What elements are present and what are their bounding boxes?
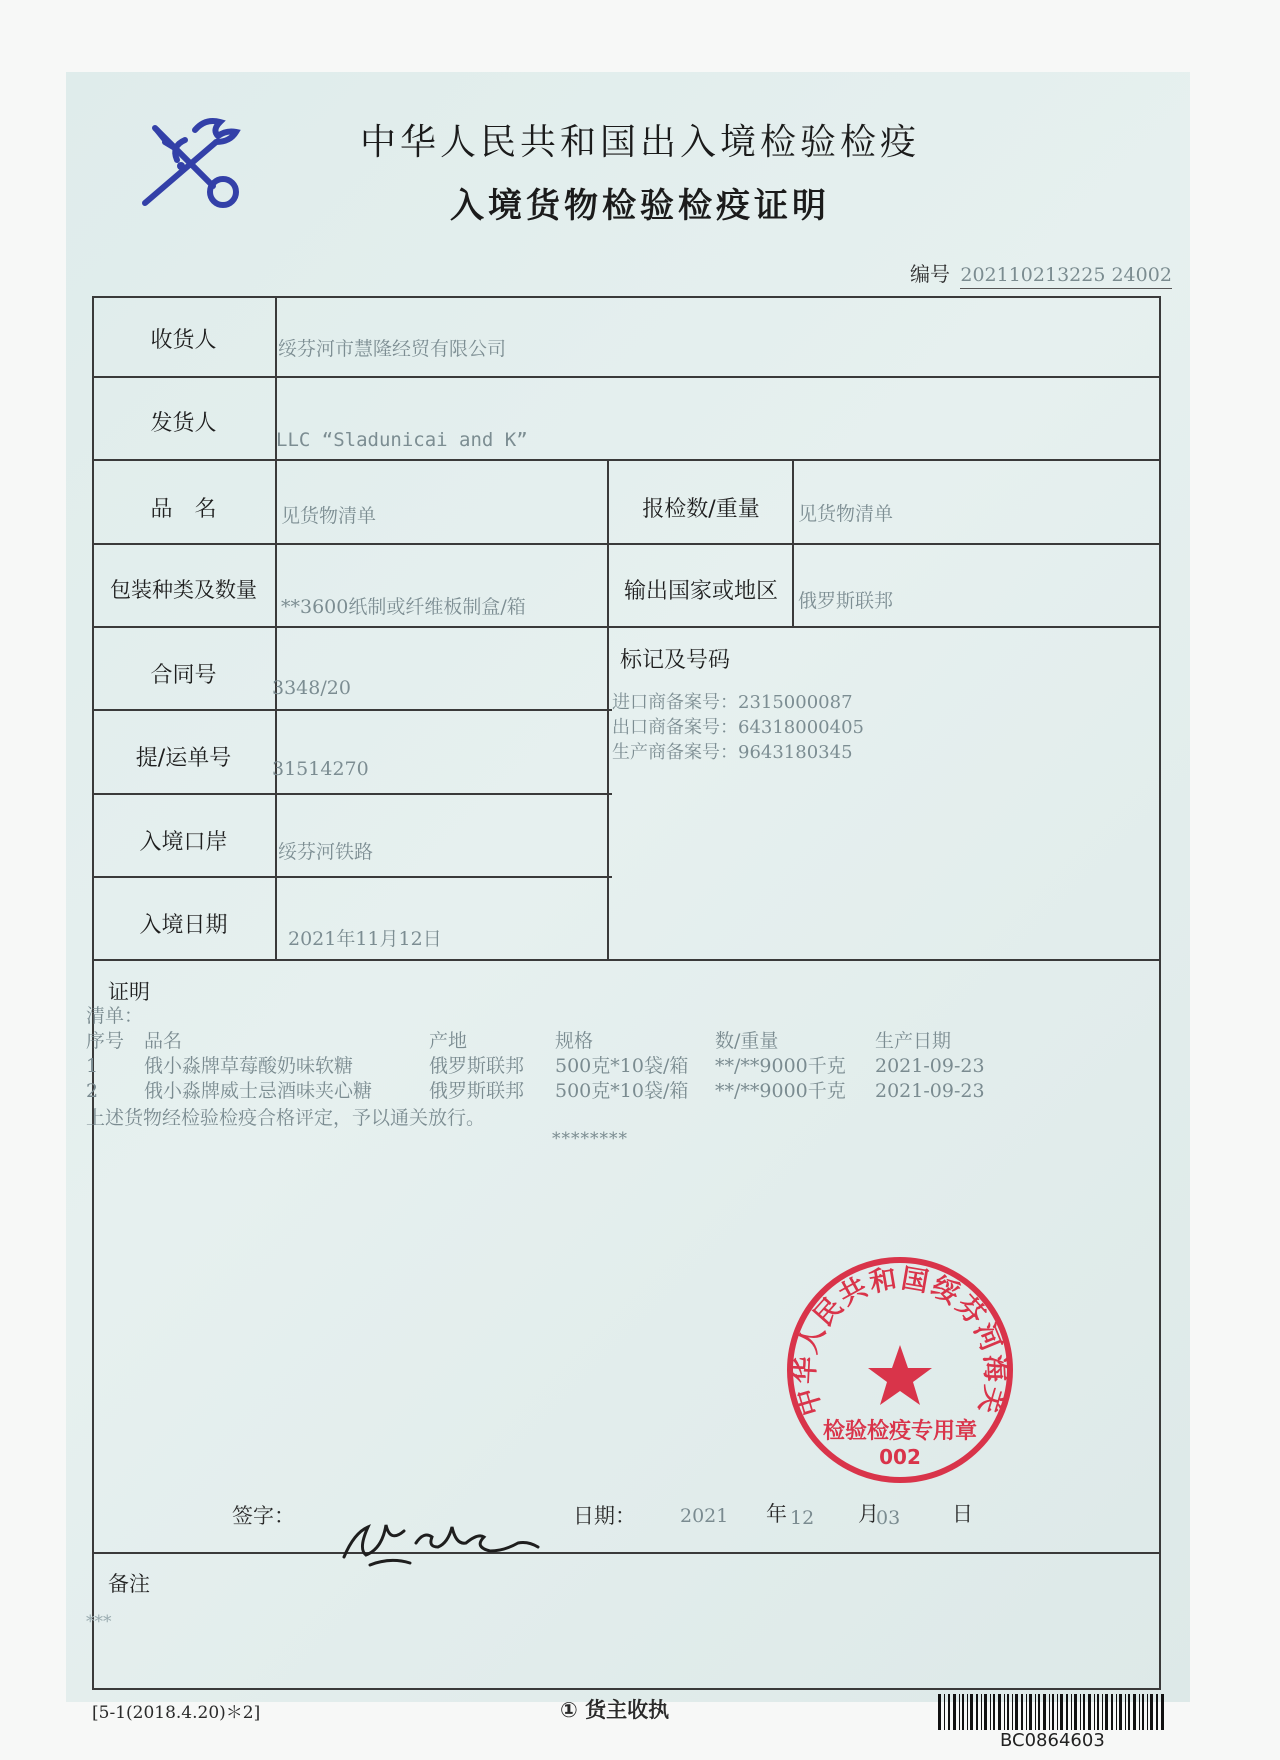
barcode-number: BC0864603 (1000, 1730, 1105, 1751)
cell-origin: 俄罗斯联邦 (429, 1055, 525, 1077)
consignor-value: LLC “Sladunicai and K” (276, 429, 528, 451)
cell-index: 2 (86, 1080, 99, 1102)
table-row (86, 1079, 985, 1104)
package-label: 包装种类及数量 (110, 578, 257, 602)
date-day-unit: 日 (952, 1502, 973, 1526)
consignor-label: 发货人 (150, 411, 217, 436)
date-month-unit: 月 (858, 1502, 879, 1526)
document-subtitle: 入境货物检验检疫证明 (450, 186, 830, 226)
col-index: 序号 (86, 1030, 125, 1052)
certificate-number-value: 202110213225 24002 (960, 264, 1172, 289)
official-seal (780, 1250, 1020, 1490)
marks-lines (612, 690, 864, 765)
col-spec: 规格 (555, 1030, 594, 1052)
origin-label: 输出国家或地区 (623, 579, 778, 604)
date-month: 12 (790, 1507, 815, 1529)
product-label: 品 名 (150, 497, 217, 522)
cell-index: 1 (86, 1055, 99, 1077)
certification-title: 证明 (108, 980, 150, 1004)
svg-text:中华人民共和国绥芬河海关 (789, 1263, 1010, 1419)
port-label: 入境口岸 (139, 830, 228, 855)
goods-list (86, 1004, 985, 1104)
col-production-date: 生产日期 (875, 1030, 952, 1052)
cell-name: 俄小淼牌草莓酸奶味软糖 (144, 1055, 354, 1077)
col-origin: 产地 (429, 1030, 468, 1052)
quantity-value: 见货物清单 (798, 503, 894, 525)
date-day: 03 (876, 1507, 901, 1529)
bill-label: 提/运单号 (135, 746, 232, 771)
contract-label: 合同号 (150, 663, 217, 688)
seal-inner-text: 检验检疫专用章 (822, 1419, 978, 1444)
goods-table (86, 1029, 985, 1104)
customs-emblem-icon (135, 108, 255, 218)
seal-number: 002 (879, 1445, 921, 1469)
goods-list-label: 清单： (86, 1005, 144, 1027)
cell-quantity: **/**9000千克 (715, 1055, 846, 1077)
origin-value: 俄罗斯联邦 (798, 590, 894, 612)
col-name: 品名 (144, 1030, 183, 1052)
goods-header-row (86, 1029, 985, 1054)
remarks-label: 备注 (108, 1572, 150, 1596)
cell-name: 俄小淼牌威士忌酒味夹心糖 (144, 1080, 373, 1102)
date-year-unit: 年 (766, 1502, 787, 1526)
entry-date-value: 2021年11月12日 (288, 928, 442, 950)
bill-value: 31514270 (272, 758, 369, 780)
handwritten-signature (336, 1495, 576, 1575)
conclusion-text: 上述货物经检验检疫合格评定，予以通关放行。 (86, 1107, 486, 1129)
certificate-number (910, 258, 1172, 287)
cell-spec: 500克*10袋/箱 (555, 1055, 689, 1077)
form-number: [5-1(2018.4.20)＊2] (92, 1703, 261, 1723)
importer-record: 进口商备案号：2315000087 (612, 692, 853, 713)
date-label: 日期： (573, 1504, 636, 1528)
product-value: 见货物清单 (281, 505, 377, 527)
consignee-label: 收货人 (150, 328, 217, 353)
date-year: 2021 (680, 1505, 729, 1527)
quantity-label: 报检数/重量 (642, 497, 760, 522)
end-marker: ******** (552, 1129, 628, 1149)
cell-origin: 俄罗斯联邦 (429, 1080, 525, 1102)
entry-date-label: 入境日期 (139, 913, 228, 938)
package-value: **3600纸制或纤维板制盒/箱 (281, 596, 526, 618)
table-row (86, 1054, 985, 1079)
remarks-value: *** (86, 1612, 112, 1632)
consignee-value: 绥芬河市慧隆经贸有限公司 (278, 338, 507, 360)
document-title: 中华人民共和国出入境检验检疫 (359, 122, 920, 163)
seal-outer-text: 中华人民共和国绥芬河海关 (789, 1263, 1011, 1420)
certificate-number-label: 编号 (910, 262, 950, 286)
copy-label: ① 货主收执 (560, 1698, 670, 1722)
cell-quantity: **/**9000千克 (715, 1080, 846, 1102)
exporter-record: 出口商备案号：64318000405 (612, 717, 864, 738)
producer-record: 生产商备案号：9643180345 (612, 742, 853, 763)
cell-production-date: 2021-09-23 (875, 1080, 985, 1102)
signature-label: 签字： (232, 1504, 295, 1528)
col-quantity: 数/重量 (715, 1030, 779, 1052)
contract-value: 3348/20 (272, 677, 351, 699)
cell-spec: 500克*10袋/箱 (555, 1080, 689, 1102)
barcode (938, 1694, 1166, 1730)
port-value: 绥芬河铁路 (278, 841, 374, 863)
cell-production-date: 2021-09-23 (875, 1055, 985, 1077)
marks-label: 标记及号码 (620, 648, 731, 673)
